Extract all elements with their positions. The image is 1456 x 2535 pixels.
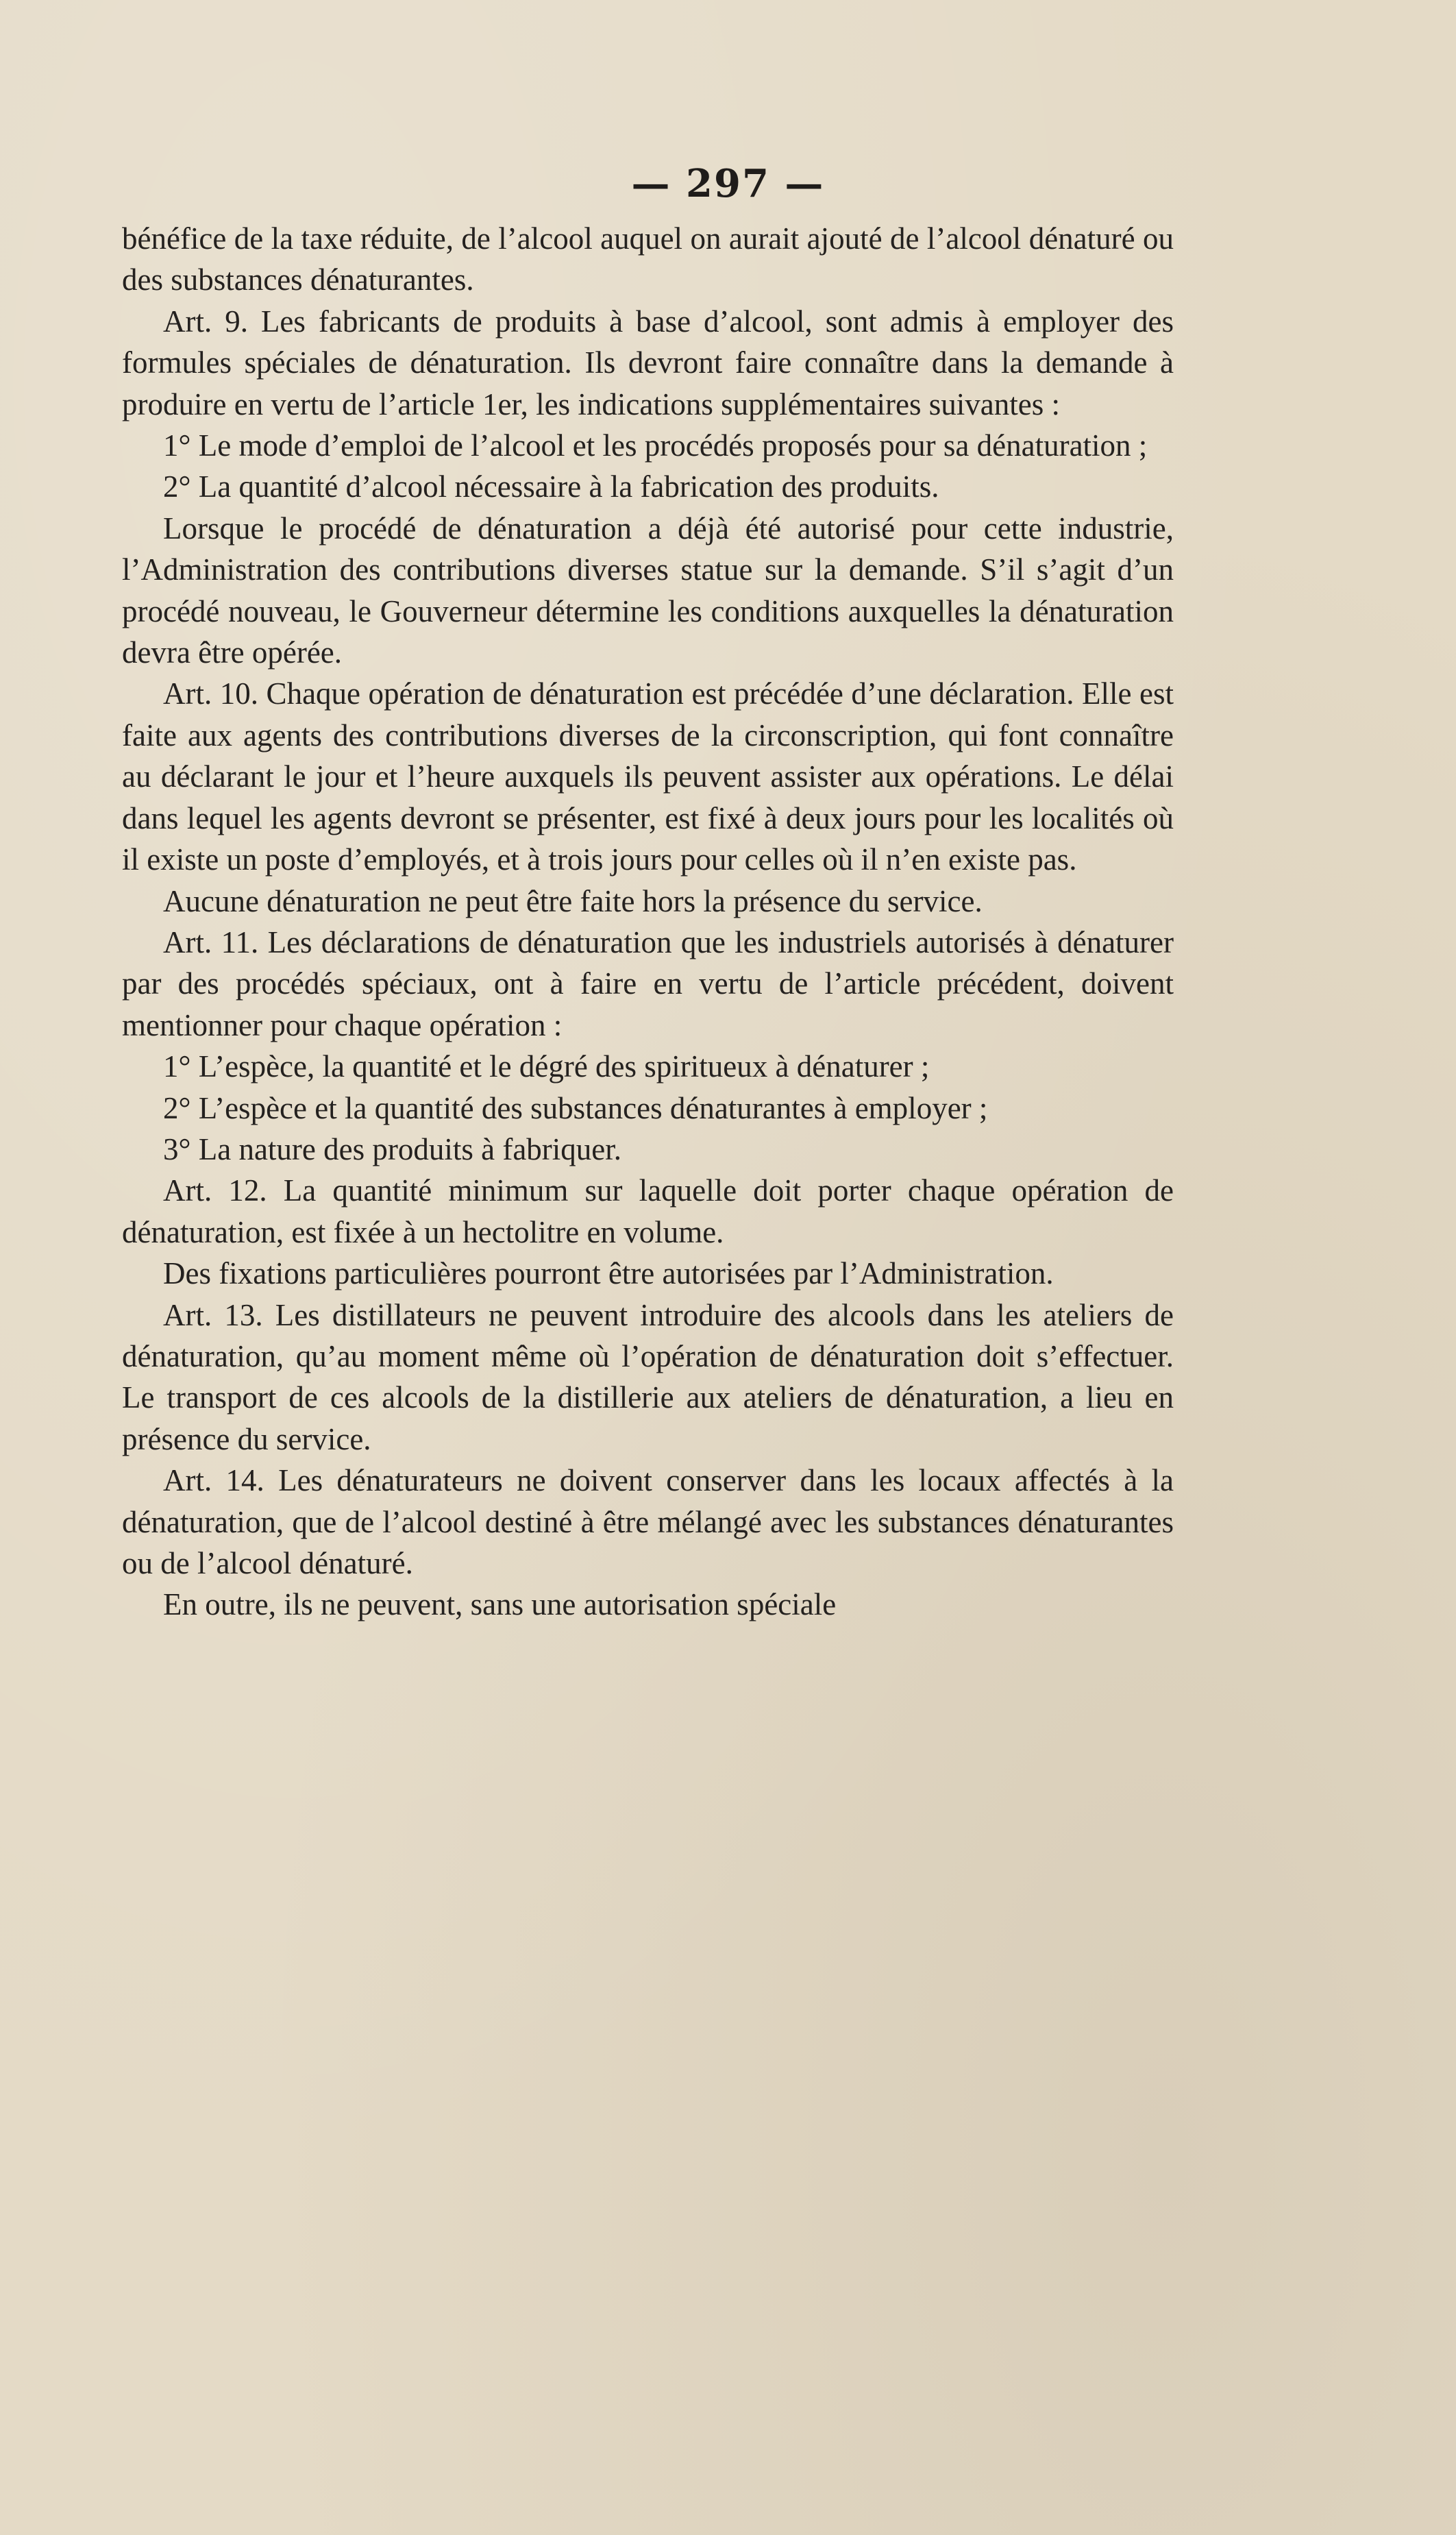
paragraph-art-11-item-1: 1° L’espèce, la quantité et le dégré des spiritueux à dénaturer ; [163,1049,930,1084]
paragraph-art-12-fixations: Des fixations particulières pourront être autorisées par l’Administration. [163,1256,1054,1291]
body-text [122,218,1174,1626]
paragraph-art-10-presence: Aucune dénaturation ne peut être faite hors la présence du service. [163,883,983,918]
paragraph-art-11: Art. 11. Les déclarations de dénaturation que les industriels autorisés à dénaturer par des procédés spéciaux, ont à faire en vertu de l’article précédent, doivent mentionner pour chaque opération : [122,924,1174,1042]
paragraph-art-13: Art. 13. Les distillateurs ne peuvent introduire des alcools dans les ateliers de dénaturation, qu’au moment même où l’opération de dénaturation doit s’effectuer. Le transport de ces alcools de la distillerie aux ateliers de dénaturation, a lieu en présence du service. [122,1297,1174,1456]
paragraph-art-10: Art. 10. Chaque opération de dénaturation est précédée d’une déclaration. Elle est faite aux agents des contributions diverses de la circonscription, qui font connaître au déclarant le jour et l’heure auxquels ils peuvent assister aux opérations. Le délai dans lequel les agents devront se présenter, est fixé à deux jours pour les localités où il existe un poste d’employés, et à trois jours pour celles où il n’en existe pas. [122,676,1174,877]
paragraph-art-9-procedure: Lorsque le procédé de dénaturation a déjà été autorisé pour cette industrie, l’Administration des contributions diverses statue sur la demande. S’il s’agit d’un procédé nouveau, le Gouverneur détermine les conditions auxquelles la dénaturation devra être opérée. [122,511,1174,670]
paragraph-art-14: Art. 14. Les dénaturateurs ne doivent conserver dans les locaux affectés à la dénaturation, que de l’alcool destiné à être mélangé avec les substances dénaturantes ou de l’alcool dénaturé. [122,1463,1174,1580]
paragraph-art-14-continued: En outre, ils ne peuvent, sans une autorisation spéciale [163,1587,837,1622]
paragraph-art-12: Art. 12. La quantité minimum sur laquelle doit porter chaque opération de dénaturation, est fixée à un hectolitre en volume. [122,1173,1174,1249]
paragraph-art-9-item-1: 1° Le mode d’emploi de l’alcool et les procédés proposés pour sa dénaturation ; [163,428,1148,463]
paragraph-continuation: bénéfice de la taxe réduite, de l’alcool auquel on aurait ajouté de l’alcool dénaturé ou des substances dénaturantes. [122,221,1174,297]
paragraph-art-9-item-2: 2° La quantité d’alcool nécessaire à la fabrication des produits. [163,469,939,504]
paragraph-art-11-item-2: 2° L’espèce et la quantité des substances dénaturantes à employer ; [163,1090,988,1125]
paragraph-art-11-item-3: 3° La nature des produits à fabriquer. [163,1131,622,1166]
page-number: — 297 — [631,161,825,206]
paragraph-art-9: Art. 9. Les fabricants de produits à base d’alcool, sont admis à employer des formules spéciales de dénaturation. Ils devront faire connaître dans la demande à produire en vertu de l’article 1er, les indications supplémentaires suivantes : [122,304,1174,421]
